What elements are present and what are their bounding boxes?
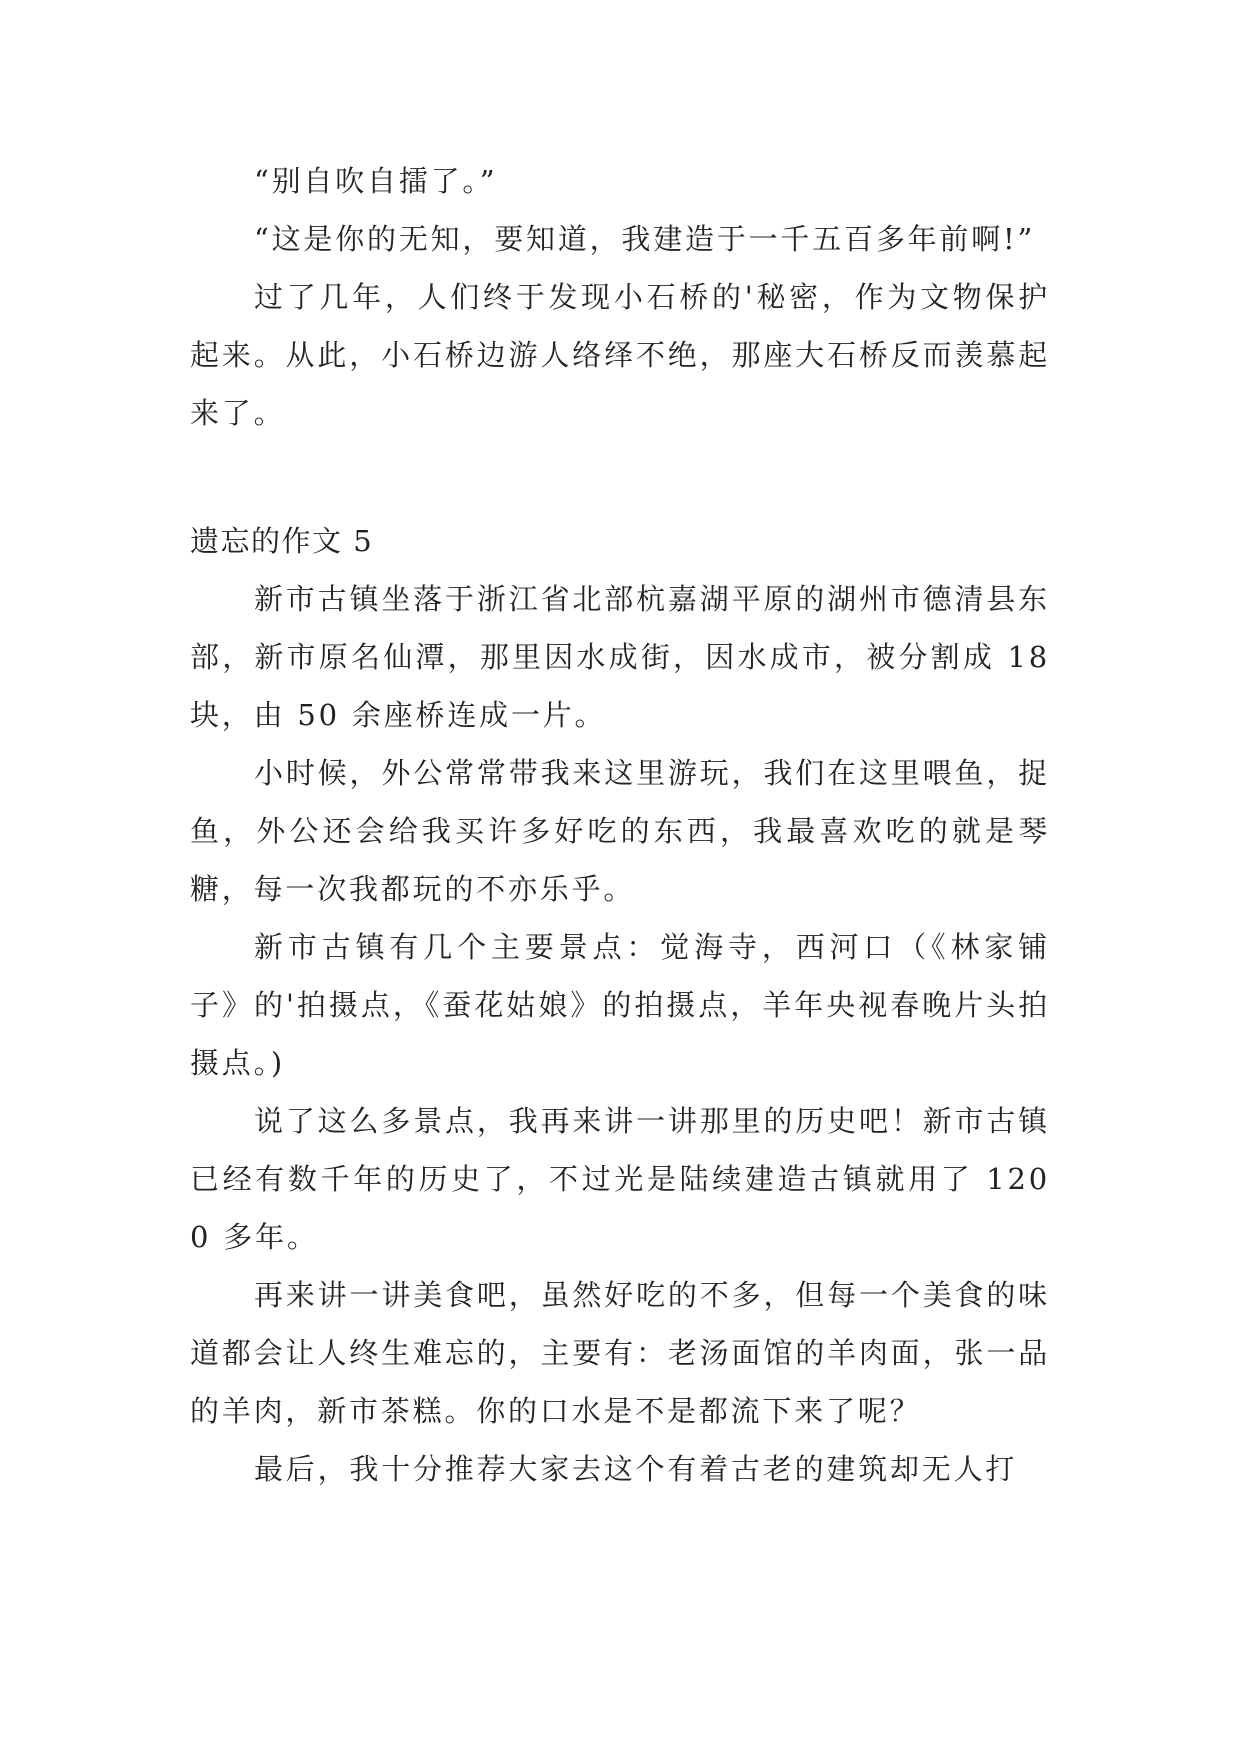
document-body — [190, 152, 1050, 1498]
paragraph-food: 再来讲一讲美食吧，虽然好吃的不多，但每一个美食的味道都会让人终生难忘的，主要有：老汤面馆的羊肉面，张一品的羊肉，新市茶糕。你的口水是不是都流下来了呢？ — [190, 1278, 1050, 1428]
paragraph-attractions: 新市古镇有几个主要景点：觉海寺，西河口（《林家铺子》的'拍摄点，《蚕花姑娘》的拍摄点，羊年央视春晚片头拍摄点。) — [190, 930, 1050, 1080]
section-title: 遗忘的作文 5 — [190, 524, 374, 558]
paragraph-history: 说了这么多景点，我再来讲一讲那里的历史吧！新市古镇已经有数千年的历史了，不过光是陆续建造古镇就用了 1200 多年。 — [190, 1104, 1050, 1254]
section-spacer — [190, 442, 1050, 512]
paragraph-recommendation: 最后，我十分推荐大家去这个有着古老的建筑却无人打 — [254, 1452, 1018, 1486]
paragraph-intro: 新市古镇坐落于浙江省北部杭嘉湖平原的湖州市德清县东部，新市原名仙潭，那里因水成街，因水成市，被分割成 18 块，由 50 余座桥连成一片。 — [190, 582, 1050, 732]
paragraph-dialogue-1: “别自吹自擂了。” — [254, 164, 498, 198]
paragraph-childhood: 小时候，外公常常带我来这里游玩，我们在这里喂鱼，捉鱼，外公还会给我买许多好吃的东西，我最喜欢吃的就是琴糖，每一次我都玩的不亦乐乎。 — [190, 756, 1050, 906]
paragraph-conclusion: 过了几年，人们终于发现小石桥的'秘密，作为文物保护起来。从此，小石桥边游人络绎不绝，那座大石桥反而羡慕起来了。 — [190, 280, 1050, 430]
paragraph-dialogue-2: “这是你的无知，要知道，我建造于一千五百多年前啊!” — [254, 222, 1036, 256]
